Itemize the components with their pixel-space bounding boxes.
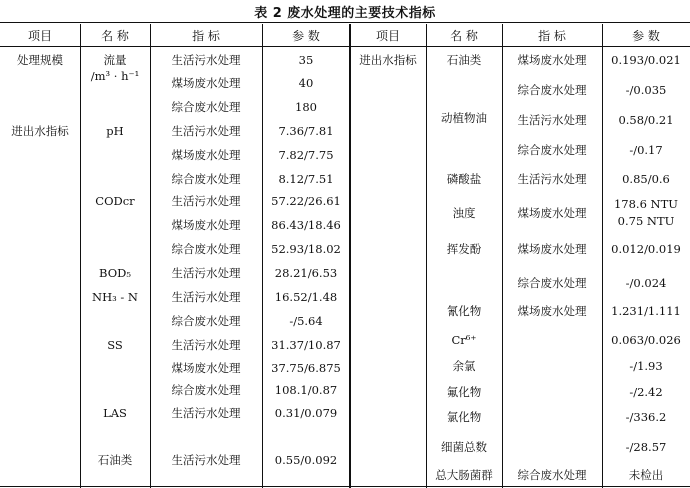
index-cell: 综合废水处理 — [171, 242, 241, 256]
indicator-name: 细菌总数 — [441, 440, 487, 454]
index-cell: 生活污水处理 — [171, 453, 241, 467]
param-cell: 0.55/0.092 — [274, 453, 338, 467]
param-cell: 180 — [295, 100, 317, 114]
index-cell: 煤场废水处理 — [517, 304, 587, 318]
index-cell: 综合废水处理 — [171, 100, 241, 114]
top-rule — [0, 22, 690, 23]
index-cell: 煤场废水处理 — [517, 242, 587, 256]
index-cell: 生活污水处理 — [171, 406, 241, 420]
indicator-name: SS — [107, 338, 123, 352]
index-cell: 生活污水处理 — [171, 194, 241, 208]
indicator-name: CODcr — [95, 194, 135, 208]
param-cell: 7.82/7.75 — [278, 148, 334, 162]
index-cell: 综合废水处理 — [517, 276, 587, 290]
param-cell: 0.31/0.079 — [274, 406, 338, 420]
header-param-right: 参 数 — [632, 29, 660, 43]
param-cell: 108.1/0.87 — [274, 383, 338, 397]
index-cell: 煤场废水处理 — [517, 53, 587, 67]
indicator-name: 浊度 — [452, 206, 476, 220]
param-cell: 7.36/7.81 — [278, 124, 334, 138]
param-cell: 0.58/0.21 — [618, 113, 674, 127]
param-cell: 57.22/26.61 — [271, 194, 341, 208]
index-cell: 煤场废水处理 — [517, 206, 587, 220]
param-cell: 31.37/10.87 — [271, 338, 341, 352]
index-cell: 生活污水处理 — [171, 290, 241, 304]
param-cell: -/2.42 — [629, 385, 663, 399]
table-title: 表 2 废水处理的主要技术指标 — [254, 6, 436, 21]
indicator-name: NH₃ - N — [92, 290, 138, 304]
indicator-name: pH — [106, 124, 124, 138]
header-item-right: 项目 — [375, 29, 400, 43]
index-cell: 综合废水处理 — [517, 83, 587, 97]
header-rule — [0, 46, 690, 47]
index-cell: 煤场废水处理 — [171, 361, 241, 375]
param-cell: -/0.17 — [629, 143, 663, 157]
param-cell: -/1.93 — [629, 359, 663, 373]
indicator-name: 磷酸盐 — [446, 172, 482, 186]
index-cell: 煤场废水处理 — [171, 148, 241, 162]
param-cell: 35 — [298, 53, 314, 67]
indicator-name: 动植物油 — [441, 111, 487, 125]
index-cell: 综合废水处理 — [171, 314, 241, 328]
index-cell: 生活污水处理 — [171, 338, 241, 352]
param-cell: 52.93/18.02 — [271, 242, 341, 256]
item-label: 进出水指标 — [11, 124, 69, 138]
index-cell: 生活污水处理 — [517, 172, 587, 186]
param-cell: 0.75 NTU — [617, 214, 675, 228]
param-cell: 8.12/7.51 — [278, 172, 334, 186]
index-cell: 综合废水处理 — [517, 143, 587, 157]
param-cell: 0.193/0.021 — [611, 53, 681, 67]
item-label: 进出水指标 — [359, 53, 417, 67]
indicator-name: 总大肠菌群 — [435, 468, 493, 482]
indicator-name: 挥发酚 — [446, 242, 482, 256]
param-cell: 37.75/6.875 — [271, 361, 341, 375]
indicator-unit: /m³ · h⁻¹ — [90, 69, 140, 83]
indicator-name: 氯化物 — [446, 410, 482, 424]
index-cell: 综合废水处理 — [517, 468, 587, 482]
index-cell: 综合废水处理 — [171, 172, 241, 186]
index-cell: 综合废水处理 — [171, 383, 241, 397]
index-cell: 生活污水处理 — [171, 53, 241, 67]
param-cell: -/0.035 — [625, 83, 667, 97]
param-cell: 0.012/0.019 — [611, 242, 681, 256]
indicator-name: 氟化物 — [446, 385, 482, 399]
param-cell: 16.52/1.48 — [274, 290, 338, 304]
header-name: 名 称 — [101, 29, 129, 43]
param-cell: 86.43/18.46 — [271, 218, 341, 232]
indicator-name: 氰化物 — [446, 304, 482, 318]
index-cell: 煤场废水处理 — [171, 218, 241, 232]
indicator-name: LAS — [103, 406, 127, 420]
index-cell: 煤场废水处理 — [171, 76, 241, 90]
header-item: 项目 — [27, 29, 52, 43]
param-cell: -/0.024 — [625, 276, 667, 290]
index-cell: 生活污水处理 — [171, 266, 241, 280]
param-cell: -/28.57 — [625, 440, 667, 454]
bottom-rule — [0, 486, 690, 487]
header-name-right: 名 称 — [450, 29, 478, 43]
indicator-name: 石油类 — [446, 53, 482, 67]
param-cell: 40 — [298, 76, 314, 90]
param-cell: 未检出 — [628, 468, 664, 482]
index-cell: 生活污水处理 — [171, 124, 241, 138]
index-cell: 生活污水处理 — [517, 113, 587, 127]
header-param: 参 数 — [292, 29, 320, 43]
param-cell: -/336.2 — [625, 410, 667, 424]
indicator-name: 流量 — [103, 53, 127, 67]
param-cell: 28.21/6.53 — [274, 266, 338, 280]
param-cell: 1.231/1.111 — [611, 304, 681, 318]
header-index: 指 标 — [192, 29, 220, 43]
item-label: 处理规模 — [17, 53, 63, 67]
param-cell: 178.6 NTU — [613, 197, 678, 211]
indicator-name: Cr⁶⁺ — [451, 333, 477, 347]
indicator-name: 余氯 — [452, 359, 476, 373]
indicator-name: 石油类 — [97, 453, 133, 467]
param-cell: 0.063/0.026 — [611, 333, 681, 347]
indicator-name: BOD₅ — [99, 266, 131, 280]
param-cell: 0.85/0.6 — [622, 172, 670, 186]
header-index-right: 指 标 — [538, 29, 566, 43]
param-cell: -/5.64 — [289, 314, 323, 328]
